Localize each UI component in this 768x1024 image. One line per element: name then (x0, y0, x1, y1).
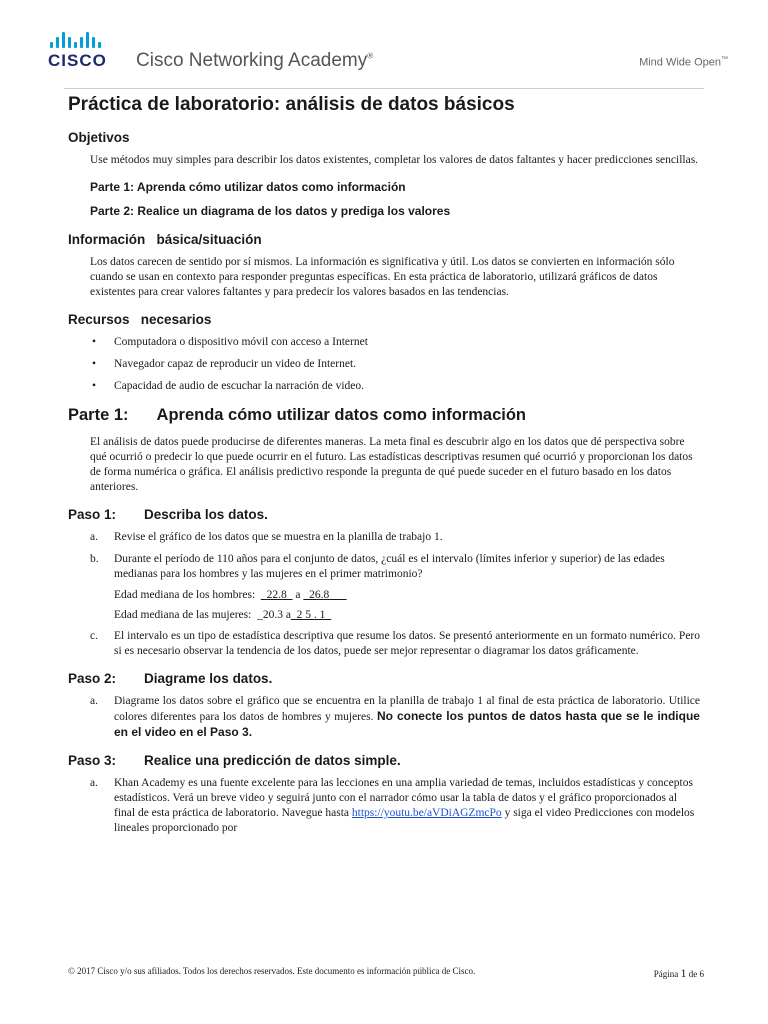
header-divider (64, 88, 704, 89)
paso2-step-a: a. Diagrame los datos sobre el gráfico que se encuentra en la planilla de trabajo 1 al final de esta práctica de laboratorio. Utilice colores diferentes para los datos de hombres y mujeres. No conecte los puntos de datos hasta que se le indique en el video en el Paso 3. (90, 695, 700, 739)
document-body (68, 94, 700, 843)
recursos-list (90, 335, 700, 394)
paso1-step-a: a. Revise el gráfico de los datos que se muestra en la planilla de trabajo 1. (90, 531, 443, 543)
objetivo-parte-2: Parte 2: Realice un diagrama de los datos y prediga los valores (90, 204, 451, 218)
section-informacion-heading: Información básica/situación (68, 232, 262, 247)
section-paso3-heading: Paso 3: Realice una predicción de datos simple. (68, 753, 401, 768)
section-recursos-heading: Recursos necesarios (68, 312, 212, 327)
page-number: Página 1 de 6 (653, 966, 704, 980)
section-paso1-heading: Paso 1: Describa los datos. (68, 507, 268, 522)
parte1-text: El análisis de datos puede producirse de diferentes maneras. La meta final es descubrir algo en los datos que dé perspectiva sobre qué ocurrió o predecir lo que puede ocurrir en el futuro. Las estadísticas descriptivas resumen qué ocurrió y proporcionan los datos de forma numérica o gráfica. El análisis predictivo responde la pregunta de qué puede suceder en el futuro basado en los datos anteriores. (90, 436, 693, 493)
brand-name: Cisco Networking Academy® (136, 50, 374, 71)
list-item: • Capacidad de audio de escuchar la narración de video. (90, 379, 700, 394)
list-item: • Navegador capaz de reproducir un video de Internet. (90, 357, 700, 372)
paso1-step-c: c. El intervalo es un tipo de estadística descriptiva que resume los datos. Se presentó anteriormente en un formato numérico. Pero si es necesario observar la tendencia de los datos, puede ser mejor representar o diagramar los datos gráficamente. (90, 630, 700, 657)
page-header (0, 0, 768, 90)
cisco-wordmark: CISCO (48, 51, 107, 70)
informacion-text: Los datos carecen de sentido por sí mismos. La información es significativa y útil. Los datos se convierten en información sólo cuando se usan en contexto para responder preguntas específicas. En esta práctica de laboratorio, utilizará gráficos de datos existentes para crear valores faltantes y para predecir los valores basados en las tendencias. (90, 256, 675, 298)
section-objetivos-heading: Objetivos (68, 130, 130, 145)
section-paso2-heading: Paso 2: Diagrame los datos. (68, 671, 273, 686)
section-parte1-heading: Parte 1: Aprenda cómo utilizar datos como información (68, 406, 526, 424)
copyright-notice: © 2017 Cisco y/o sus afiliados. Todos los derechos reservados. Este documento es información pública de Cisco. (68, 966, 476, 976)
tagline: Mind Wide Open™ (639, 56, 728, 69)
women-age-answer: Edad mediana de las mujeres: _20.3 a_2 5 . 1_ (114, 609, 332, 621)
cisco-logo (48, 32, 107, 71)
objetivo-parte-1: Parte 1: Aprenda cómo utilizar datos como información (90, 180, 406, 194)
page-title: Práctica de laboratorio: análisis de datos básicos (68, 94, 515, 115)
khan-video-link[interactable]: https://youtu.be/aVDiAGZmcPo (351, 807, 502, 819)
men-age-answer: Edad mediana de los hombres: _22.8_ a _26.8___ (114, 589, 347, 601)
paso3-step-a: a. Khan Academy es una fuente excelente para las lecciones en una amplia variedad de temas, incluidos estadísticas y conceptos estadísticos. Verá un breve video y seguirá junto con el narrador cómo usar la tabla de datos y el gráfico proporcionados al final de esta práctica de laboratorio. Navegue hasta https://youtu.be/aVDiAGZmcPo y siga el video Predicciones con modelos lineales proporcionado por (90, 777, 695, 834)
list-item: • Computadora o dispositivo móvil con acceso a Internet (90, 335, 700, 350)
page-footer (68, 966, 704, 981)
objetivos-intro: Use métodos muy simples para describir los datos existentes, completar los valores de datos faltantes y hacer predicciones sencillas. (90, 154, 699, 166)
cisco-bars-icon (50, 32, 107, 48)
paso1-step-b: b. Durante el período de 110 años para el conjunto de datos, ¿cuál es el intervalo (límites inferior y superior) de las edades medianas para los hombres y las mujeres en el primer matrimonio? (90, 553, 665, 580)
